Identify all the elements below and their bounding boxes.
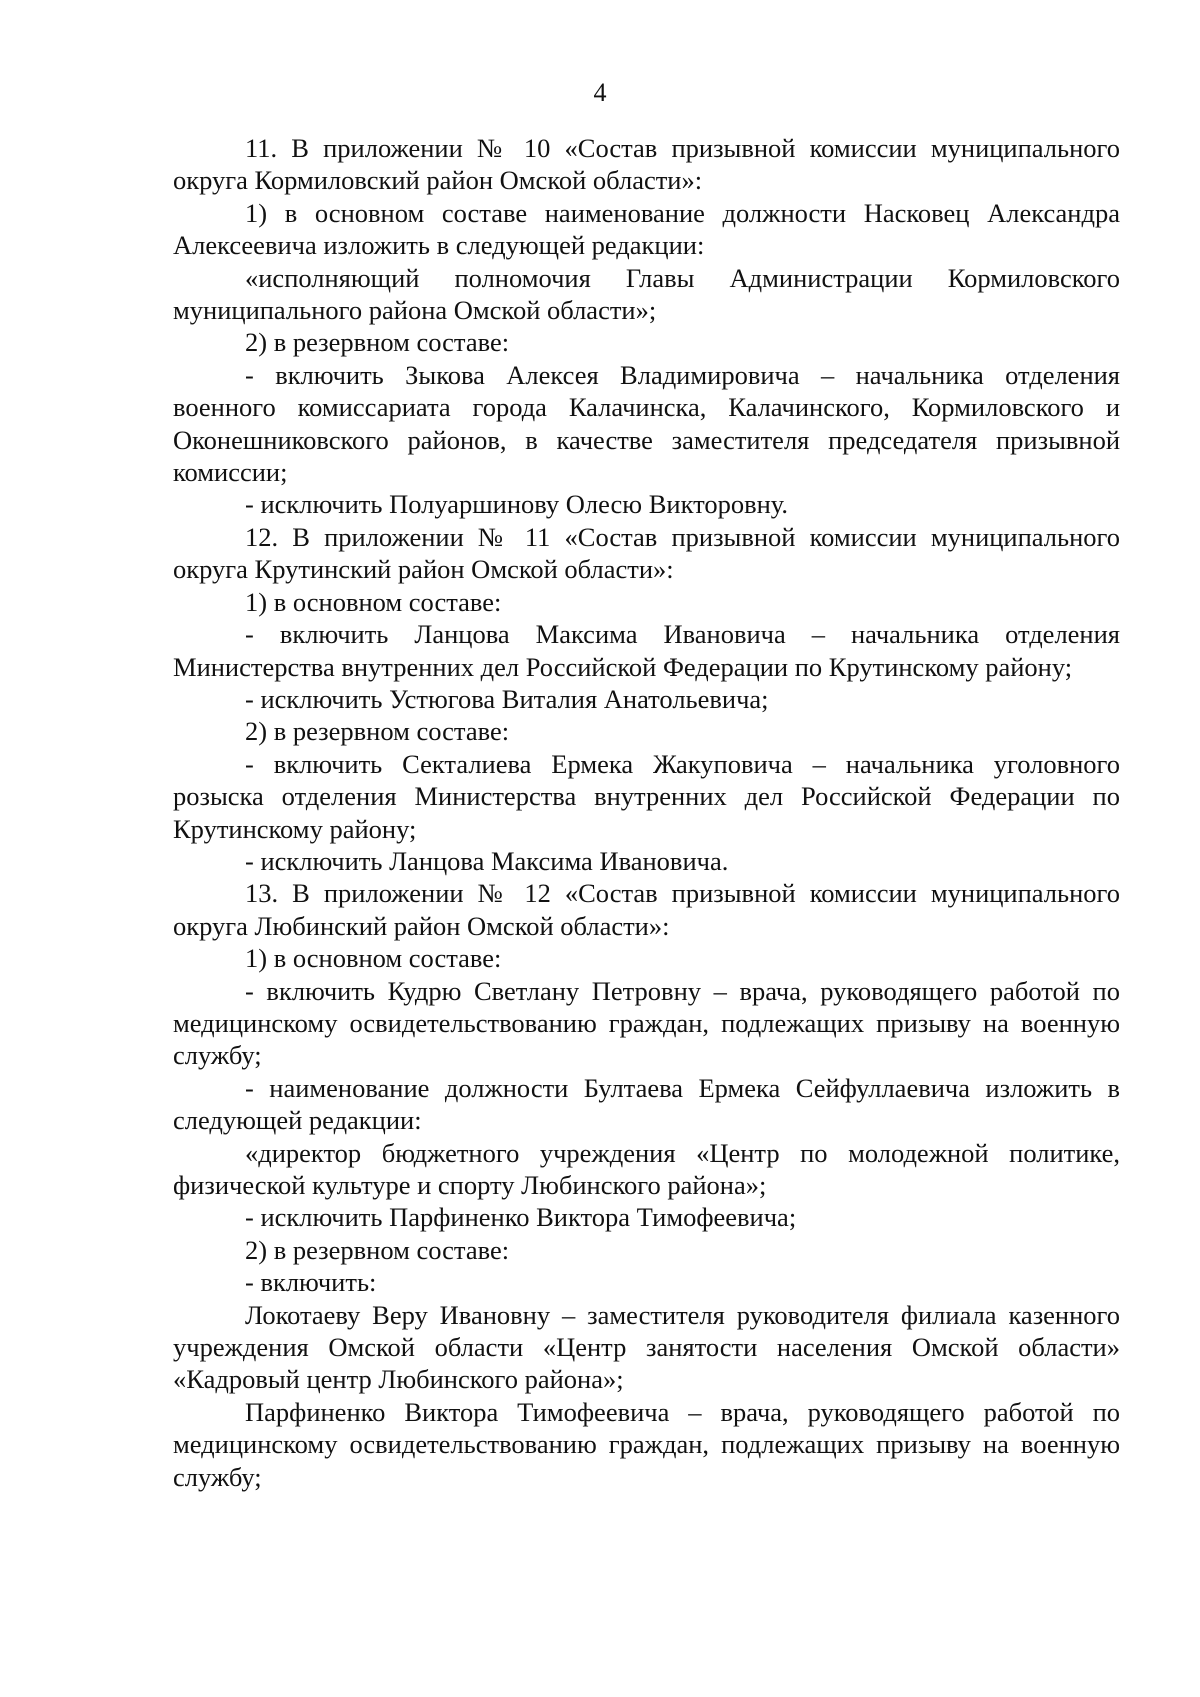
paragraph-new-position-wording: «директор бюджетного учреждения «Центр по молодежной политике, физической культуре и спорту Любинского района»; [173,1137,1120,1200]
paragraph-include-person: - включить Зыкова Алексея Владимировича – начальника отделения военного комиссариата города Калачинска, Калачинского, Кормиловского и Оконешниковского районов, в качестве заместителя председателя призывной комиссии; [173,359,1120,488]
paragraph-included-person: Парфиненко Виктора Тимофеевича – врача, руководящего работой по медицинскому освидетельствованию граждан, подлежащих призыву на военную службу; [173,1396,1120,1492]
paragraph-reserve-composition: 2) в резервном составе: [245,1234,510,1265]
paragraph-exclude-person: - исключить Устюгова Виталия Анатольевича; [245,683,769,714]
paragraph-exclude-person: - исключить Парфиненко Виктора Тимофеевича; [245,1202,797,1233]
paragraph-exclude-person: - исключить Полуаршинову Олесю Викторовну. [245,489,789,520]
paragraph-include-person: - включить Ланцова Максима Ивановича – начальника отделения Министерства внутренних дел Российской Федерации по Крутинскому району; [173,619,1120,682]
paragraph-item-12-header: 12. В приложении № 11 «Состав призывной комиссии муниципального округа Крутинский район Омской области»: [173,521,1120,585]
paragraph-exclude-person: - исключить Ланцова Максима Ивановича. [245,845,729,876]
paragraph-include-heading: - включить: [245,1267,377,1298]
paragraph-main-composition: 1) в основном составе: [245,586,502,617]
paragraph-position-rewording: - наименование должности Бултаева Ермека Сейфуллаевича изложить в следующей редакции: [173,1072,1120,1136]
paragraph-new-position-wording: «исполняющий полномочия Главы Администрации Кормиловского муниципального района Омской области»; [173,262,1120,326]
paragraph-included-person: Локотаеву Веру Ивановну – заместителя руководителя филиала казенного учреждения Омской области «Центр занятости населения Омской области» «Кадровый центр Любинского района»; [173,1299,1120,1395]
paragraph-main-composition-position: 1) в основном составе наименование должности Насковец Александра Алексеевича изложить в следующей редакции: [173,197,1120,261]
paragraph-include-person: - включить Секталиева Ермека Жакуповича – начальника уголовного розыска отделения Министерства внутренних дел Российской Федерации по Крутинскому району; [173,748,1120,844]
paragraph-item-11-header: 11. В приложении № 10 «Состав призывной комиссии муниципального округа Кормиловский район Омской области»: [173,133,1120,196]
document-body [173,132,1120,1493]
paragraph-reserve-composition: 2) в резервном составе: [245,327,510,358]
paragraph-reserve-composition: 2) в резервном составе: [245,716,510,747]
paragraph-main-composition: 1) в основном составе: [245,943,502,974]
paragraph-include-person: - включить Кудрю Светлану Петровну – врача, руководящего работой по медицинскому освидетельствованию граждан, подлежащих призыву на военную службу; [173,975,1120,1071]
page-number: 4 [593,78,607,107]
paragraph-item-13-header: 13. В приложении № 12 «Состав призывной комиссии муниципального округа Любинский район Омской области»: [173,878,1120,941]
